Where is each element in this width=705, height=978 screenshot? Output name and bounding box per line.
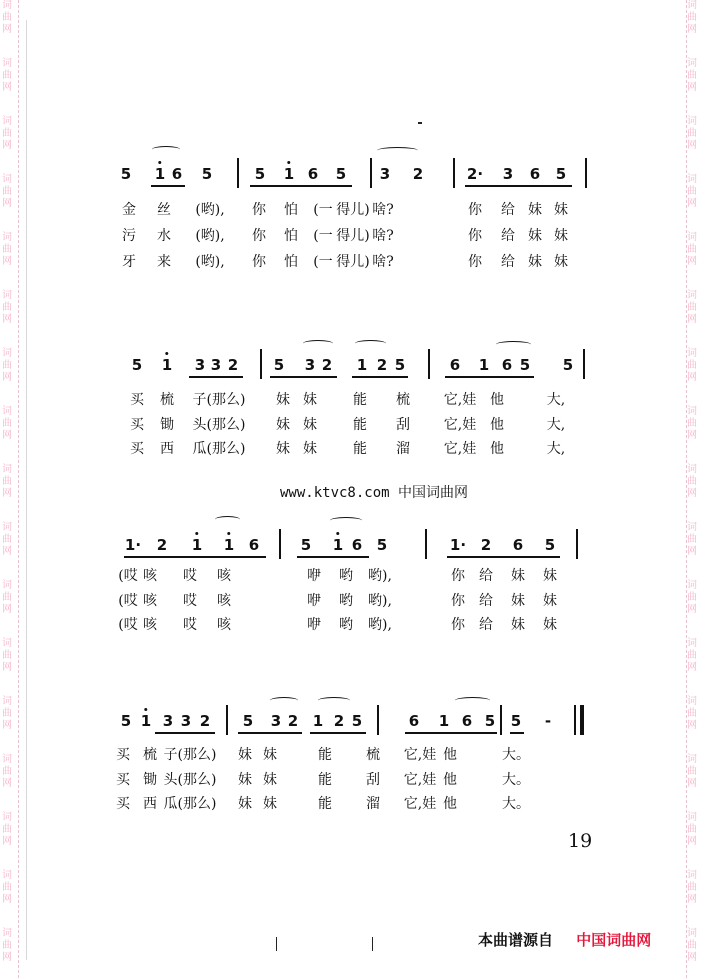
lyric-word: 给 [501, 228, 515, 244]
jianpu-note: 5 [555, 165, 567, 183]
rhythm-underline [297, 556, 369, 558]
lyric-word: 牙 [122, 254, 136, 270]
lyric-word: 妹 [276, 392, 290, 408]
jianpu-note: 3 [194, 356, 206, 374]
watermark-glyphs: 词 曲 网 [2, 928, 12, 963]
watermark-glyphs: 词 曲 网 [2, 638, 12, 673]
lyric-word: 买 [116, 772, 130, 788]
jianpu-note: 5 [562, 356, 574, 374]
octave-dot [288, 161, 291, 164]
final-bar-line [574, 705, 576, 735]
lyric-word: 锄 [160, 417, 174, 433]
watermark-glyphs: 词 曲 网 [687, 0, 697, 35]
bar-line [377, 705, 379, 735]
lyric-word: 妹 [543, 617, 557, 633]
rhythm-underline [310, 732, 366, 734]
jianpu-note: 2 [376, 356, 388, 374]
lyric-word: 污 [122, 228, 136, 244]
lyric-word: 金 [122, 202, 136, 218]
watermark-glyphs: 词 曲 网 [687, 348, 697, 383]
lyric-word: 水 [157, 228, 171, 244]
jianpu-note: 1 [141, 713, 151, 729]
lyric-word: 咿 [307, 593, 321, 609]
lyric-word: 妹 [303, 417, 317, 433]
lyric-word: 妹 [303, 441, 317, 457]
slur-mark [355, 340, 386, 347]
lyric-word: 给 [479, 617, 493, 633]
jianpu-note: 1· [124, 536, 142, 554]
binding-margin-line [26, 20, 27, 960]
watermark-glyphs: 词 曲 网 [687, 754, 697, 789]
website-url: www.ktvc8.com [280, 485, 390, 501]
slur-mark [270, 697, 298, 704]
scan-mark [372, 937, 373, 951]
jianpu-note: 6 [501, 356, 513, 374]
lyric-word: 得儿) [336, 202, 370, 218]
jianpu-note: 5 [376, 536, 388, 554]
scan-mark [276, 937, 277, 951]
lyric-word: 头(那么) [163, 772, 217, 788]
jianpu-note: 2 [287, 712, 299, 730]
lyric-word: 啥? [372, 228, 394, 244]
left-watermark-strip [2, 0, 19, 978]
lyric-word: 妹 [554, 228, 568, 244]
lyric-word: 妹 [528, 254, 542, 270]
lyric-word: 妹 [263, 796, 277, 812]
jianpu-note: 5 [519, 356, 531, 374]
website-watermark [280, 482, 468, 502]
watermark-glyphs: 词 曲 网 [2, 696, 12, 731]
bar-line [576, 529, 578, 559]
lyric-word: 哟 [339, 568, 353, 584]
lyric-word: 溜 [396, 441, 410, 457]
lyric-word: 能 [318, 772, 332, 788]
lyric-word: 怕 [284, 254, 298, 270]
lyric-word: 啥? [372, 254, 394, 270]
jianpu-note: 1 [155, 166, 165, 182]
lyric-word: 你 [451, 617, 465, 633]
lyric-word: 妹 [511, 617, 525, 633]
bar-line [279, 529, 281, 559]
lyric-word: 妹 [303, 392, 317, 408]
bar-line [453, 158, 455, 188]
jianpu-note: 1 [312, 712, 324, 730]
lyric-word: 大。 [502, 747, 530, 763]
lyric-word: 梳 [396, 392, 410, 408]
lyric-word: 它,娃 [403, 747, 437, 763]
lyric-word: 他 [443, 747, 457, 763]
octave-dot [166, 352, 169, 355]
watermark-glyphs: 词 曲 网 [2, 812, 12, 847]
lyric-word: 能 [318, 747, 332, 763]
octave-dot [228, 532, 231, 535]
watermark-glyphs: 词 曲 网 [2, 870, 12, 905]
bar-line [226, 705, 228, 735]
lyric-word: 头(那么) [192, 417, 246, 433]
rhythm-underline [151, 185, 185, 187]
lyric-word: 妹 [238, 772, 252, 788]
website-name: 中国词曲网 [398, 485, 469, 501]
rhythm-underline [189, 376, 243, 378]
page-number: 19 [568, 830, 593, 852]
lyric-word: 能 [353, 392, 367, 408]
rhythm-underline [352, 376, 408, 378]
slur-mark [152, 146, 180, 153]
jianpu-note: 3 [180, 712, 192, 730]
slur-mark [303, 340, 333, 347]
watermark-glyphs: 词 曲 网 [687, 290, 697, 325]
jianpu-note: 3 [502, 165, 514, 183]
lyric-word: 大。 [502, 796, 530, 812]
lyric-word: 子(那么) [192, 392, 246, 408]
jianpu-note: 1 [192, 537, 202, 553]
lyric-word: 丝 [157, 202, 171, 218]
lyric-word: 咳 [143, 617, 157, 633]
lyric-word: 咳 [143, 593, 157, 609]
watermark-glyphs: 词 曲 网 [687, 232, 697, 267]
bar-line [370, 158, 372, 188]
jianpu-note: 6 [512, 536, 524, 554]
slur-mark [215, 516, 240, 523]
lyric-word: 妹 [511, 568, 525, 584]
lyric-word: 它,娃 [443, 392, 477, 408]
slur-mark [455, 697, 490, 704]
jianpu-note: 6 [248, 536, 260, 554]
rhythm-underline [447, 556, 560, 558]
bar-line [500, 705, 502, 735]
lyric-word: 它,娃 [403, 772, 437, 788]
jianpu-note: 5 [131, 356, 143, 374]
watermark-glyphs: 词 曲 网 [687, 522, 697, 557]
lyric-word: 西 [143, 796, 157, 812]
jianpu-note: 1 [333, 537, 343, 553]
lyric-word: (哟), [195, 202, 225, 218]
jianpu-note: 1 [438, 712, 450, 730]
bar-line [425, 529, 427, 559]
octave-dot [196, 532, 199, 535]
watermark-glyphs: 词 曲 网 [2, 174, 12, 209]
bar-line [237, 158, 239, 188]
right-watermark-strip [686, 0, 703, 978]
lyric-word: 哟), [368, 593, 392, 609]
jianpu-note: 3 [270, 712, 282, 730]
lyric-word: 你 [468, 228, 482, 244]
octave-dot [337, 532, 340, 535]
lyric-word: 哟 [339, 617, 353, 633]
jianpu-note: 1 [478, 356, 490, 374]
lyric-word: 妹 [263, 747, 277, 763]
watermark-glyphs: 词 曲 网 [687, 928, 697, 963]
lyric-word: 给 [479, 568, 493, 584]
watermark-glyphs: 词 曲 网 [2, 464, 12, 499]
watermark-glyphs: 词 曲 网 [2, 406, 12, 441]
lyric-word: 西 [160, 441, 174, 457]
watermark-glyphs: 词 曲 网 [2, 754, 12, 789]
lyric-word: 咿 [307, 617, 321, 633]
lyric-word: 它,娃 [443, 441, 477, 457]
lyric-word: 哎 [183, 617, 197, 633]
lyric-word: (哎 [118, 568, 138, 584]
lyric-word: 妹 [511, 593, 525, 609]
jianpu-note: 1· [449, 536, 467, 554]
lyric-word: 得儿) [336, 254, 370, 270]
jianpu-note: 6 [351, 536, 363, 554]
watermark-glyphs: 词 曲 网 [687, 580, 697, 615]
rhythm-underline [445, 376, 534, 378]
watermark-glyphs: 词 曲 网 [687, 116, 697, 151]
watermark-glyphs: 词 曲 网 [2, 290, 12, 325]
lyric-word: 你 [252, 228, 266, 244]
jianpu-note: 5 [242, 712, 254, 730]
rhythm-underline [510, 732, 524, 734]
jianpu-note: 3 [162, 712, 174, 730]
jianpu-note: 1 [356, 356, 368, 374]
scan-mark [418, 122, 422, 124]
slur-mark [377, 147, 418, 154]
lyric-word: 妹 [238, 747, 252, 763]
jianpu-note: 2 [227, 356, 239, 374]
lyric-word: 锄 [143, 772, 157, 788]
lyric-word: 来 [157, 254, 171, 270]
octave-dot [159, 161, 162, 164]
source-brand: 中国词曲网 [576, 931, 652, 949]
lyric-word: 买 [116, 796, 130, 812]
jianpu-note: 2 [412, 165, 424, 183]
jianpu-note: 6 [461, 712, 473, 730]
lyric-word: 咳 [217, 568, 231, 584]
lyric-word: 咳 [217, 593, 231, 609]
lyric-word: 哎 [183, 568, 197, 584]
jianpu-note: - [544, 712, 552, 730]
lyric-word: 他 [443, 772, 457, 788]
lyric-word: 大。 [502, 772, 530, 788]
jianpu-note: 1 [162, 357, 172, 373]
lyric-word: 能 [353, 417, 367, 433]
final-bar-thick [580, 705, 584, 735]
lyric-word: 他 [490, 441, 504, 457]
watermark-glyphs: 词 曲 网 [687, 812, 697, 847]
jianpu-note: 1 [224, 537, 234, 553]
lyric-word: 给 [501, 202, 515, 218]
rhythm-underline [124, 556, 266, 558]
watermark-glyphs: 词 曲 网 [687, 406, 697, 441]
jianpu-note: 6 [449, 356, 461, 374]
lyric-word: 怕 [284, 228, 298, 244]
jianpu-note: 2 [321, 356, 333, 374]
lyric-word: 咳 [217, 617, 231, 633]
lyric-word: 哟), [368, 568, 392, 584]
lyric-word: 买 [130, 441, 144, 457]
lyric-word: 买 [130, 417, 144, 433]
jianpu-note: 6 [307, 165, 319, 183]
jianpu-note: 5 [510, 712, 522, 730]
jianpu-note: 2 [199, 712, 211, 730]
lyric-word: 咳 [143, 568, 157, 584]
watermark-glyphs: 词 曲 网 [2, 522, 12, 557]
rhythm-underline [270, 376, 337, 378]
lyric-word: 他 [490, 392, 504, 408]
jianpu-note: 5 [300, 536, 312, 554]
watermark-glyphs: 词 曲 网 [687, 464, 697, 499]
lyric-word: 买 [130, 392, 144, 408]
lyric-word: 你 [451, 568, 465, 584]
rhythm-underline [238, 732, 302, 734]
jianpu-note: 6 [408, 712, 420, 730]
rhythm-underline [155, 732, 215, 734]
lyric-word: 梳 [160, 392, 174, 408]
watermark-glyphs: 词 曲 网 [2, 0, 12, 35]
watermark-glyphs: 词 曲 网 [687, 870, 697, 905]
lyric-word: 溜 [366, 796, 380, 812]
lyric-word: 他 [490, 417, 504, 433]
lyric-word: (哟), [195, 228, 225, 244]
jianpu-note: 5 [351, 712, 363, 730]
lyric-word: 能 [353, 441, 367, 457]
lyric-word: (哎 [118, 593, 138, 609]
jianpu-note: 6 [529, 165, 541, 183]
bar-line [583, 349, 585, 379]
lyric-word: 妹 [528, 202, 542, 218]
jianpu-note: 2 [480, 536, 492, 554]
slur-mark [496, 341, 531, 348]
lyric-word: 大, [546, 417, 566, 433]
lyric-word: 妹 [554, 202, 568, 218]
lyric-word: (一 [313, 202, 333, 218]
lyric-word: 哟), [368, 617, 392, 633]
jianpu-note: 3 [304, 356, 316, 374]
lyric-word: 他 [443, 796, 457, 812]
lyric-word: 大, [546, 392, 566, 408]
lyric-word: 你 [252, 202, 266, 218]
lyric-word: 瓜(那么) [163, 796, 217, 812]
rhythm-underline [250, 185, 352, 187]
bar-line [260, 349, 262, 379]
jianpu-note: 2· [466, 165, 484, 183]
lyric-word: 它,娃 [443, 417, 477, 433]
bar-line [428, 349, 430, 379]
lyric-word: 哎 [183, 593, 197, 609]
rhythm-underline [465, 185, 572, 187]
lyric-word: (哟), [195, 254, 225, 270]
jianpu-note: 5 [544, 536, 556, 554]
lyric-word: 买 [116, 747, 130, 763]
jianpu-note: 5 [254, 165, 266, 183]
jianpu-note: 1 [284, 166, 294, 182]
lyric-word: 子(那么) [163, 747, 217, 763]
lyric-word: 咿 [307, 568, 321, 584]
jianpu-note: 2 [333, 712, 345, 730]
lyric-word: 妹 [263, 772, 277, 788]
lyric-word: 瓜(那么) [192, 441, 246, 457]
lyric-word: 能 [318, 796, 332, 812]
watermark-glyphs: 词 曲 网 [2, 58, 12, 93]
lyric-word: 妹 [276, 417, 290, 433]
lyric-word: 刮 [366, 772, 380, 788]
lyric-word: 妹 [543, 593, 557, 609]
bar-line [585, 158, 587, 188]
lyric-word: 妹 [238, 796, 252, 812]
jianpu-note: 6 [171, 165, 183, 183]
lyric-word: 给 [501, 254, 515, 270]
lyric-word: 啥? [372, 202, 394, 218]
jianpu-note: 5 [394, 356, 406, 374]
lyric-word: 大, [546, 441, 566, 457]
watermark-glyphs: 词 曲 网 [687, 696, 697, 731]
jianpu-note: 5 [201, 165, 213, 183]
watermark-glyphs: 词 曲 网 [687, 638, 697, 673]
watermark-glyphs: 词 曲 网 [2, 232, 12, 267]
source-credit [478, 929, 651, 950]
jianpu-note: 2 [156, 536, 168, 554]
lyric-word: 你 [451, 593, 465, 609]
lyric-word: (一 [313, 228, 333, 244]
lyric-word: 你 [468, 202, 482, 218]
jianpu-note: 5 [335, 165, 347, 183]
lyric-word: 妹 [543, 568, 557, 584]
lyric-word: (哎 [118, 617, 138, 633]
lyric-word: 得儿) [336, 228, 370, 244]
slur-mark [330, 517, 362, 524]
watermark-glyphs: 词 曲 网 [2, 116, 12, 151]
jianpu-note: 3 [210, 356, 222, 374]
lyric-word: 给 [479, 593, 493, 609]
octave-dot [145, 708, 148, 711]
jianpu-note: 5 [484, 712, 496, 730]
lyric-word: 刮 [396, 417, 410, 433]
lyric-word: 梳 [143, 747, 157, 763]
jianpu-note: 3 [379, 165, 391, 183]
lyric-word: 哟 [339, 593, 353, 609]
lyric-word: 妹 [528, 228, 542, 244]
watermark-glyphs: 词 曲 网 [2, 580, 12, 615]
watermark-glyphs: 词 曲 网 [687, 174, 697, 209]
rhythm-underline [405, 732, 497, 734]
slur-mark [318, 697, 350, 704]
lyric-word: 你 [468, 254, 482, 270]
lyric-word: 妹 [554, 254, 568, 270]
jianpu-note: 5 [120, 712, 132, 730]
lyric-word: 梳 [366, 747, 380, 763]
lyric-word: (一 [313, 254, 333, 270]
lyric-word: 你 [252, 254, 266, 270]
source-label: 本曲谱源自 [478, 931, 554, 949]
watermark-glyphs: 词 曲 网 [687, 58, 697, 93]
jianpu-note: 5 [273, 356, 285, 374]
lyric-word: 怕 [284, 202, 298, 218]
lyric-word: 它,娃 [403, 796, 437, 812]
jianpu-note: 5 [120, 165, 132, 183]
lyric-word: 妹 [276, 441, 290, 457]
watermark-glyphs: 词 曲 网 [2, 348, 12, 383]
